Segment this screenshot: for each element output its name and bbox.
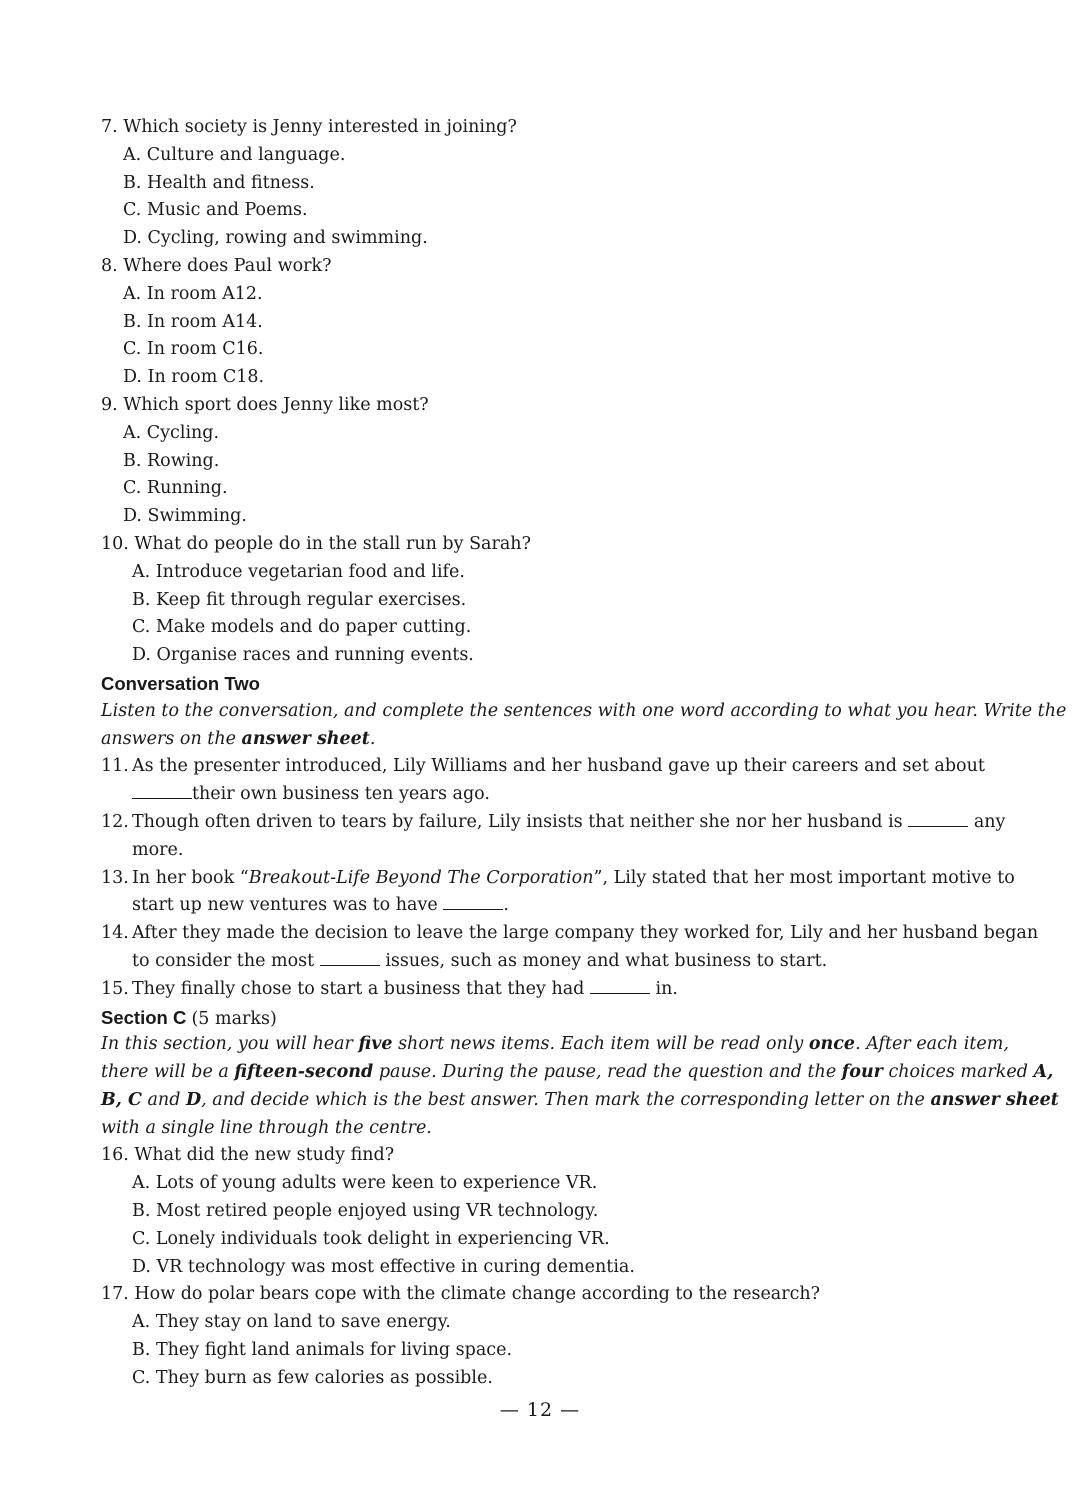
question-14-line2: [101, 948, 978, 976]
instr-text: . After each item,: [855, 1034, 1009, 1055]
question-text: start up new ventures was to have: [132, 895, 438, 916]
question-8-option-b: B. In room A14.: [123, 311, 263, 332]
instr-text: , and decide which is the best answer. Then mark the corresponding letter on the: [201, 1089, 931, 1110]
page-number: — 12 —: [499, 1399, 581, 1421]
question-17-stem: 17. How do polar bears cope with the climate change according to the research?: [101, 1284, 821, 1305]
question-12-line2: more.: [132, 839, 184, 860]
question-10-option-c: C. Make models and do paper cutting.: [132, 617, 472, 638]
question-16-option-d: D. VR technology was most effective in curing dementia.: [132, 1256, 635, 1277]
book-title: Breakout-Life Beyond The Corporation: [248, 867, 594, 888]
answer-blank: [908, 812, 968, 827]
question-7-option-b: B. Health and fitness.: [123, 172, 315, 193]
answer-blank: [443, 895, 503, 910]
question-text: .: [503, 895, 509, 916]
question-text-post: ”, Lily stated that her most important motive to: [593, 867, 1015, 888]
question-number: 14.: [101, 923, 129, 944]
question-9-option-b: B. Rowing.: [123, 450, 220, 471]
answer-sheet-emphasis: answer sheet: [241, 728, 370, 749]
question-15: [101, 976, 978, 1004]
conversation-two-heading: Conversation Two: [101, 672, 260, 694]
question-9-stem: 9. Which sport does Jenny like most?: [101, 394, 429, 415]
question-16-option-a: A. Lots of young adults were keen to experience VR.: [132, 1173, 598, 1194]
question-8-stem: 8. Where does Paul work?: [101, 255, 332, 276]
question-9-option-d: D. Swimming.: [123, 506, 247, 527]
conversation-two-instructions-line1: Listen to the conversation, and complete the sentences with one word according to what you hear. Write the: [101, 700, 1067, 721]
instr-text: and: [141, 1089, 186, 1110]
instr-text: pause. During the pause, read the question and the: [373, 1062, 842, 1083]
question-text: to consider the most: [132, 950, 315, 971]
instr-text: In this section, you will hear: [101, 1034, 359, 1055]
question-7-option-c: C. Music and Poems.: [123, 200, 308, 221]
question-17-option-c: C. They burn as few calories as possible.: [132, 1367, 493, 1388]
question-text-post: any: [973, 811, 1006, 832]
instr-emphasis: four: [841, 1062, 883, 1083]
question-8-option-a: A. In room A12.: [123, 283, 263, 304]
question-text: [132, 865, 1015, 893]
question-14-line1: [101, 920, 1039, 948]
question-text: [132, 809, 1005, 837]
question-text: [132, 976, 978, 1004]
instr-emphasis: A,: [1033, 1062, 1054, 1083]
question-text: their own business ten years ago.: [192, 784, 490, 805]
page-content: [101, 114, 1067, 1393]
instr-emphasis: five: [358, 1034, 393, 1055]
instr-text: there will be a: [101, 1062, 235, 1083]
question-number: 11.: [101, 756, 129, 777]
section-c-instructions-line3: [101, 1087, 1059, 1115]
instr-emphasis: D: [185, 1089, 202, 1110]
section-c-instructions-line1: [101, 1031, 1009, 1059]
instr-text: short news items. Each item will be read only: [392, 1034, 809, 1055]
question-number: 13.: [101, 867, 129, 888]
question-17-option-a: A. They stay on land to save energy.: [132, 1312, 451, 1333]
question-text-pre: They finally chose to start a business that they had: [132, 978, 585, 999]
question-10-option-a: A. Introduce vegetarian food and life.: [132, 561, 465, 582]
question-11-line1: [101, 753, 985, 781]
question-12-line1: [101, 809, 1006, 837]
instr-text: choices marked: [882, 1062, 1034, 1083]
instr-text: .: [369, 728, 376, 749]
question-7-option-a: A. Culture and language.: [123, 144, 346, 165]
question-10-stem: 10. What do people do in the stall run by Sarah?: [101, 533, 531, 554]
instr-text: answers on the: [101, 728, 242, 749]
question-13-line1: [101, 865, 1015, 893]
question-8-option-c: C. In room C16.: [123, 339, 264, 360]
instr-emphasis: once: [808, 1034, 856, 1055]
question-text: As the presenter introduced, Lily Williams and her husband gave up their careers and set about: [132, 756, 985, 777]
question-10-option-d: D. Organise races and running events.: [132, 645, 474, 666]
question-17-option-b: B. They fight land animals for living space.: [132, 1340, 513, 1361]
section-c-instructions-line4: with a single line through the centre.: [101, 1117, 432, 1138]
question-8-option-d: D. In room C18.: [123, 367, 265, 388]
conversation-two-instructions-line2: [101, 726, 978, 754]
instr-emphasis: answer sheet: [930, 1089, 1059, 1110]
question-9-option-c: C. Running.: [123, 478, 228, 499]
question-11-line2: [101, 781, 978, 809]
question-9-option-a: A. Cycling.: [123, 422, 220, 443]
question-text: issues, such as money and what business to start.: [385, 950, 828, 971]
question-text-post: in.: [655, 978, 678, 999]
section-c-instructions-line2: [101, 1059, 1054, 1087]
section-title: Section C: [101, 1006, 187, 1028]
question-text-pre: In her book “: [132, 867, 249, 888]
section-marks: (5 marks): [191, 1008, 277, 1029]
answer-blank: [320, 951, 380, 966]
question-text: After they made the decision to leave the large company they worked for, Lily and her husband began: [132, 923, 1039, 944]
answer-blank: [590, 979, 650, 994]
answer-blank: [132, 784, 192, 799]
question-16-stem: 16. What did the new study find?: [101, 1145, 395, 1166]
question-10-option-b: B. Keep fit through regular exercises.: [132, 589, 467, 610]
section-c-heading: [101, 1004, 978, 1032]
question-text-pre: Though often driven to tears by failure, Lily insists that neither she nor her husband is: [132, 811, 903, 832]
question-number: 12.: [101, 811, 129, 832]
question-number: 15.: [101, 978, 129, 999]
question-7-stem: 7. Which society is Jenny interested in joining?: [101, 117, 517, 137]
instr-emphasis: fifteen-second: [234, 1062, 374, 1083]
question-16-option-c: C. Lonely individuals took delight in experiencing VR.: [132, 1228, 610, 1249]
instr-emphasis: B,: [101, 1089, 122, 1110]
question-16-option-b: B. Most retired people enjoyed using VR technology.: [132, 1201, 599, 1222]
question-13-line2: [101, 892, 978, 920]
question-7-option-d: D. Cycling, rowing and swimming.: [123, 228, 428, 249]
instr-emphasis: C: [121, 1089, 142, 1110]
